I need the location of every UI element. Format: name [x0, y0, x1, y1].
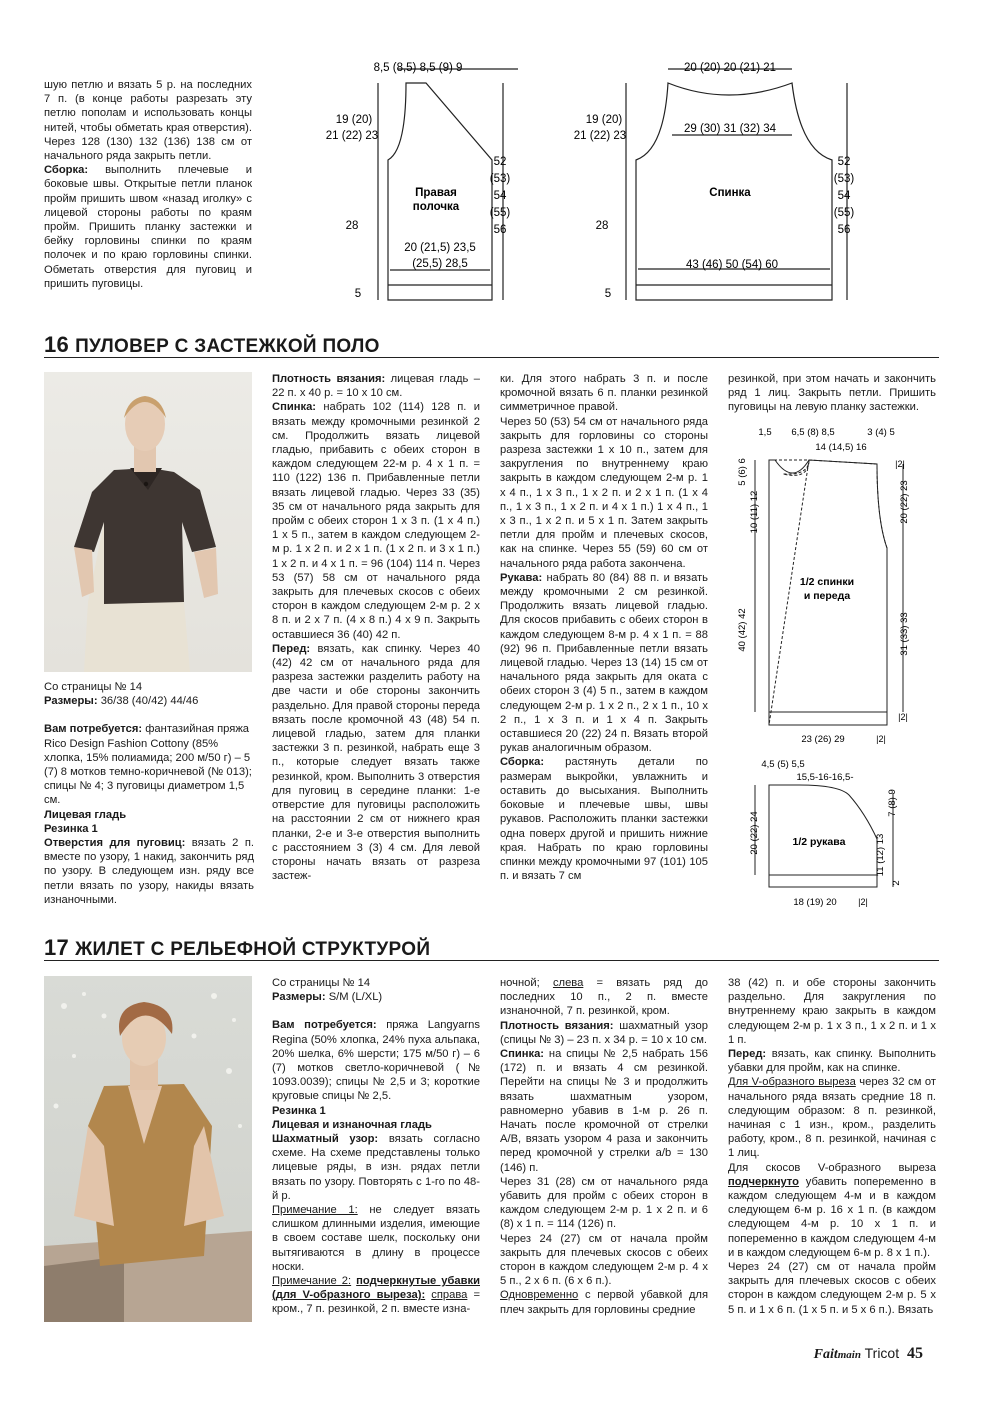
front-title-1: Правая: [415, 187, 457, 199]
s17-c4-p4: Через 24 (27) см от начала пройм закрыть для плечевых скосов с обеих сторон в каждом следующем 2-м р. 5 х 5 п. и 1 х 6 п. (1 х 5 п. и 5 х 6 п.). Вязать: [728, 1261, 936, 1316]
half-body-t2: 6,5 (8) 8,5: [791, 427, 835, 438]
diagram-right-front: [318, 55, 533, 315]
sleeve-title: 1/2 рукава: [792, 836, 846, 848]
top-text-column: [44, 78, 252, 291]
s17-c3-p2: Через 31 (28) см от начального ряда убавить для пройм с обеих сторон в каждом следующем 2-м р. 1 х 2 п. и 6 (8) х 1 п. = 114 (126) п.: [500, 1175, 708, 1231]
s16-density: лицевая гладь – 22 п. х 40 р. = 10 х 10 см.: [272, 373, 481, 400]
half-body-r2: 31 (33) 33: [899, 612, 910, 656]
sleeve-t1: 4,5 (5) 5,5: [761, 759, 805, 770]
s17-back: на спицы № 2,5 набрать 156 (172) п. и вязать 4 см резинкой. Перейти на спицы № 3 и продолжить вязать шахматным узором, равномерно убавив в 1-м р. 26 п. Начать после кромочной от стрелки A/B, вязать узором 4 раза и закончить перед кромочной у стрелки a/b = 130 (146) п.: [500, 1048, 708, 1174]
s16-c3-p2: Через 50 (53) 54 см от начального ряда закрыть для горловины со стороны разреза застежки 1 х 10 п., затем для закругления по внутреннему краю закрыть в каждом следующем 2-м р. 1 х 4 п., 1 х 3 п., 1 х 2 п. и 2 х 1 п. (1 х 4 п., 1 х 3 п., 1 х 2 п. и 4 х 1 п.) 1 х 4 п., 1 х 3 п., 1 х 2 п. и 5 х 1 п. Затем закрыть петли для пройм и плечевых скосов, как на спинке. Через 55 (59) 60 см от начального ряда работа закончена.: [500, 415, 708, 570]
front-height-label: 28: [345, 220, 359, 232]
sleeve-r1: 7 (8) 9: [887, 789, 898, 817]
s16-front: вязать, как спинку. Через 40 (42) 42 см от начального ряда для разреза застежки разделить работу на две части и обе стороны закончить раздельно. Для правой стороны переда вязать после кромочной 43 (48) 54 п. лицевой гладью, затем для планки застежки 3 п. резинкой, набрать еще 3 п., которые следует вязать также резинкой, кром. Выполнить 3 отверстия для пуговиц в середине планки: 1-е отверстие для пуговицы расположить на расстоянии 2 см от нижнего края планки, 2-е и 3-е отверстия выполнить с расстоянием 3 (3) 4 см. Для левой стороны начать вязать от разреза застеж-: [272, 642, 480, 883]
s16-assembly-label: Сборка:: [500, 756, 545, 769]
half-body-rib-right: |2|: [898, 712, 908, 722]
diagram-back-svg: [560, 55, 870, 315]
section-16-col2: [272, 372, 480, 883]
s17-c3-p4: с первой убавкой для плеч закрыть для горловины средние: [500, 1289, 709, 1316]
diagram-half-body: [735, 420, 935, 750]
half-body-rib-top: |2|: [895, 459, 905, 469]
half-body-rib-bottom: |2|: [876, 734, 886, 744]
back-height-label: 28: [595, 220, 609, 232]
s17-c3-left: слева: [552, 977, 584, 989]
footer-brand-3: Tricot: [864, 1345, 900, 1361]
front-rib-label: 5: [354, 288, 362, 300]
back-shoulder-label: 29 (30) 31 (32) 34: [683, 123, 777, 135]
section-17-rule: [44, 960, 939, 961]
s16-back: набрать 102 (114) 128 п. и вязать между кромочными резинкой 2 см. Продолжить вязать лицевой гладью, прибавить с обеих сторон в каждом следующем 22-м р. 4 х 1 п. = 110 (122) 136 п. Прибавленные петли вязать лицевой гладью. Через 33 (35) 35 см от начального ряда закрыть для пройм с обеих сторон 1 х 3 п. (1 х 4 п.) 1 х 5 п., затем в каждом следующем 2-м р. 1 х 2 п. и 2 х 1 п. (1 х 2 п. и 3 х 1 п.) 1 х 2 п. и 4 х 1 п. = 96 (104) 114 п. Через 53 (57) 58 см от начального ряда закрыть для плечевых скосов с обеих сторон в каждом следующем 2-м р. 2 х 8 п. и 2 х 7 п. (4 х 8 п.) 4 х 9 п. Закрыть оставшиеся 36 (40) 42 п.: [272, 401, 480, 641]
half-body-t1: 1,5: [758, 427, 772, 438]
s16-c3-p1: ки. Для этого набрать 3 п. и после кромочной вязать 6 п. планки резинкой симметричное правой.: [500, 373, 708, 414]
section-17-number: 17: [44, 935, 70, 960]
s16-front-label: Перед:: [272, 642, 311, 655]
s17-note1: не следует вязать слишком длинными изделия, имеющие в своем составе шелк, поскольку они вытягиваются в длину в процессе носки.: [272, 1204, 480, 1273]
s17-front: вязать, как спинку. Выполнить убавки для пройм, как на спинке.: [728, 1048, 937, 1075]
section-16-col4: [728, 372, 936, 415]
s16-density-label: Плотность вязания:: [272, 373, 386, 385]
back-right-5: 56: [837, 224, 851, 236]
s16-sizes-label: Размеры:: [44, 695, 98, 708]
diagram-right-front-svg: [318, 55, 533, 315]
half-body-bottom: 23 (26) 29: [801, 734, 845, 745]
sleeve-bottom: 18 (19) 20: [793, 897, 837, 908]
sleeve-t2: 15,5-16-16,5-: [796, 772, 854, 783]
diagram-half-sleeve: [735, 755, 935, 915]
sleeve-r3: 2: [891, 880, 902, 886]
front-right-4: (55): [489, 207, 511, 219]
s17-check-label: Шахматный узор:: [272, 1133, 379, 1146]
section-16-rule: [44, 357, 939, 358]
section-16-number: 16: [44, 332, 70, 357]
front-armhole-label: 19 (20): [335, 114, 373, 126]
back-right-2: (53): [833, 173, 855, 185]
half-body-l3: 40 (42) 42: [737, 608, 748, 652]
half-body-r1: 20 (22) 23: [899, 480, 910, 524]
s16-holes: вязать 2 п. вместе по узору, 1 накид, закончить ряд по узору. В следующем изн. ряду все петли вязать по узору, накиды вязать изнаночными.: [44, 837, 254, 906]
section-16-heading: ПУЛОВЕР С ЗАСТЕЖКОЙ ПОЛО: [75, 336, 380, 357]
sleeve-l1: 20 (22) 24: [749, 811, 760, 855]
half-body-t3: 3 (4) 5: [867, 427, 895, 438]
s17-c4-p1: 38 (42) п. и обе стороны закончить раздельно. Для закругления по внутреннему краю закрыть в каждом следующем 2-м р. 1 х 3 п., 1 х 2 п. и 1 х 1 п.: [728, 977, 936, 1046]
footer-brand-1: Fait: [813, 1347, 838, 1362]
back-armhole-label: 19 (20): [585, 114, 623, 126]
s17-note2-right: справа: [431, 1289, 468, 1302]
s17-stitch1: Резинка 1: [272, 1104, 326, 1117]
back-top-label: 20 (20) 20 (21) 21: [683, 62, 777, 74]
back-armhole-label2: 21 (22) 23: [573, 130, 627, 142]
s17-c4-p3-bold: подчеркнуто: [728, 1175, 799, 1188]
back-right-4: (55): [833, 207, 855, 219]
s17-check: вязать согласно схеме. На схеме представлены только лицевые ряды, в изн. рядах петли вязать по узору. Повторять с 1-го по 48-й р.: [272, 1133, 481, 1202]
s17-note2-bold: подчеркнутые убавки (для V-образного выреза):: [272, 1275, 480, 1302]
s17-need: пряжа Langyarns Regina (50% хлопка, 24% пуха альпака, 20% шелка, 6% шерсти; 175 м/50 г) – 6 (7) мотков светло-коричневой (№ 1093.0039); спицы № 2,5 и 3; короткие круговые спицы № 2,5.: [272, 1019, 480, 1103]
s17-density: шахматный узор (спицы № 3) – 23 п. х 34 р. = 10 х 10 см.: [500, 1019, 708, 1046]
half-body-title-2: и переда: [803, 590, 851, 602]
half-body-title-1: 1/2 спинки: [799, 576, 855, 588]
section-17-title: [44, 935, 430, 961]
s16-need: фантазийная пряжа Rico Design Fashion Cottony (85% хлопка, 15% полиамида; 200 м/50 г) – 5 (7) 8 мотков темно-коричневой (№ 013); спицы № 4; 3 пуговицы диаметром 1,5 см.: [44, 723, 252, 807]
section-16-col1: [44, 680, 254, 907]
s17-note2-label: Примечание 2:: [272, 1275, 352, 1288]
s17-note2: = кром., 7 п. резинкой, 2 п. вместе изна-: [272, 1289, 481, 1316]
s16-sleeve: набрать 80 (84) 88 п. и вязать между кромочными 2 см резинкой. Продолжить вязать лицевой гладью. Для скосов прибавить с обеих сторон в каждом следующем 8-м р. 4 х 1 п. = 88 (92) 96 п. Прибавленные петли вязать лицевой гладью. Через 13 (14) 15 см от начального ряда закрыть для оката с обеих сторон 3 (4) 5 п., затем в каждом следующем 2-м р. 1 х 2 п., 2 х 1 п., 10 х 2 п., 1 х 3 п. и 1 х 4 п. Закрыть оставшиеся 20 (22) 24 п. Вязать второй рукав аналогичным образом.: [500, 571, 708, 755]
s17-stitch2: Лицевая и изнаночная гладь: [272, 1118, 432, 1131]
s17-c3-p1b: = вязать ряд до последних 10 п., 2 п. вместе изнаночной, 7 п. резинкой, кром.: [500, 977, 709, 1018]
s16-assembly: растянуть детали по размерам выкройки, увлажнить и оставить до высыхания. Выполнить боковые и плечевые швы, швы рукавов. Расположить планки застежки одна поверх другой и пришить нижние края. Набрать по краю горловины спинки между кромочными 97 (101) 105 п. и вязать 7 см: [500, 756, 708, 883]
front-right-3: 54: [493, 190, 507, 202]
section-17-col4: [728, 976, 936, 1317]
s17-back-label: Спинка:: [500, 1048, 545, 1061]
diagram-half-body-svg: [735, 420, 935, 750]
s16-stitch2: Резинка 1: [44, 822, 98, 835]
front-title-2: полочка: [412, 201, 460, 213]
half-body-l1: 5 (6) 6: [737, 458, 748, 486]
page-footer: [814, 1345, 923, 1363]
diagram-half-sleeve-svg: [735, 755, 935, 915]
front-top-label: 8,5 (8,5) 8,5 (9) 9: [373, 62, 463, 74]
front-right-1: 52: [493, 156, 507, 168]
s16-c4-text: резинкой, при этом начать и закончить ряд 1 лиц. Закрыть петли. Пришить пуговицы на левую планку застежки.: [728, 373, 936, 414]
s17-c3-p3: Через 24 (27) см от начала пройм закрыть для плечевых скосов с обеих сторон в каждом следующем 2-м р. 4 х 5 п., 2 х 6 п. (6 х 6 п.).: [500, 1232, 708, 1288]
s17-c4-p3b: убавить попеременно в каждом следующем 4-м и в каждом следующем 6-м р. 16 х 1 п. (в каждом следующем 4-м р. 10 х 1 п. и попеременно в каждом следующем 4-м и в каждом следующем 6-м р. 8 х 1 п.).: [728, 1175, 936, 1259]
section-17-heading: ЖИЛЕТ С РЕЛЬЕФНОЙ СТРУКТУРОЙ: [75, 939, 431, 960]
front-armhole-label2: 21 (22) 23: [325, 130, 379, 142]
page-number: 45: [907, 1345, 923, 1362]
front-right-5: 56: [493, 224, 507, 236]
s16-sleeve-label: Рукава:: [500, 571, 543, 584]
s17-note1-label: Примечание 1:: [272, 1204, 358, 1217]
s16-stitch1: Лицевая гладь: [44, 808, 127, 821]
top-assembly-label: Сборка:: [44, 164, 89, 177]
half-body-t4: 14 (14,5) 16: [815, 442, 867, 453]
s17-density-label: Плотность вязания:: [500, 1019, 614, 1032]
s16-from-page: Со страницы № 14: [44, 681, 143, 693]
s17-simul-label: Одновременно: [500, 1289, 579, 1302]
section-16-photo: [44, 372, 252, 672]
sleeve-rib-bottom: |2|: [858, 897, 868, 907]
s16-sizes: 36/38 (40/42) 44/46: [100, 695, 199, 708]
diagram-back: [560, 55, 870, 315]
vest-illustration: [44, 976, 252, 1322]
s17-from-page: Со страницы № 14: [272, 977, 371, 989]
s16-holes-label: Отверстия для пуговиц:: [44, 837, 186, 850]
front-width-1: 20 (21,5) 23,5: [404, 242, 476, 254]
s16-need-label: Вам потребуется:: [44, 723, 143, 736]
section-16-col3: [500, 372, 708, 883]
s17-c3-p1a: ночной;: [500, 977, 540, 989]
sleeve-r2: 11 (12) 13: [875, 833, 886, 877]
back-width-label: 43 (46) 50 (54) 60: [685, 259, 779, 271]
half-body-l2: 10 (11) 12: [749, 490, 760, 534]
s17-v-label: Для V-образного выреза: [728, 1076, 856, 1089]
back-rib-label: 5: [604, 288, 612, 300]
s17-sizes: S/M (L/XL): [328, 991, 383, 1004]
s17-sizes-label: Размеры:: [272, 991, 326, 1004]
front-width-2: (25,5) 28,5: [412, 258, 468, 270]
back-right-1: 52: [837, 156, 851, 168]
s17-c4-p3a: Для скосов V-образного выреза: [728, 1161, 936, 1174]
top-assembly-text: выполнить плечевые и боковые швы. Открытые петли планок пройм пришить швом «назад иголку» с лицевой стороны работы по краям пройм. Пришить планку застежки и бейку горловины спинки по краям полочек и по краю горловины спинки. Обметать отверстия для пуговиц и пришить пуговицы.: [44, 164, 253, 290]
s17-front-label: Перед:: [728, 1048, 767, 1061]
s16-back-label: Спинка:: [272, 401, 317, 414]
section-16-title: [44, 332, 380, 358]
back-title: Спинка: [709, 187, 751, 199]
s17-need-label: Вам потребуется:: [272, 1019, 377, 1032]
pullover-illustration: [44, 372, 252, 672]
front-right-2: (53): [489, 173, 511, 185]
section-17-col3: [500, 976, 708, 1317]
footer-brand-2: main: [837, 1349, 861, 1361]
s17-v: через 32 см от начального ряда вязать средние 18 п. следующим образом: 8 п. резинкой, начиная с 1 изн., кром., разделить работу, кром., 8 п. резинкой, начиная с 1 лиц.: [728, 1076, 936, 1160]
section-17-col2: [272, 976, 480, 1317]
top-text: шую петлю и вязать 5 р. на последних 7 п. (в конце работы разрезать эту петлю пополам и использовать концы нитей, чтобы обметать края отверстия). Через 128 (130) 132 (136) 138 см от начального ряда закрыть петли.: [44, 79, 252, 163]
back-right-3: 54: [837, 190, 851, 202]
section-17-photo: [44, 976, 252, 1322]
